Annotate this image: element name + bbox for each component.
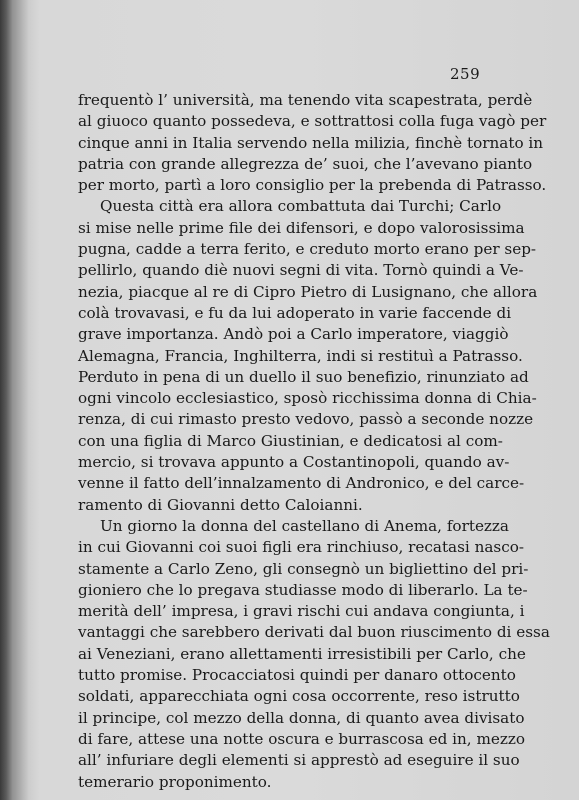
text-line: al giuoco quanto possedeva, e sottrattosi colla fuga vagò per [78,112,547,131]
text-line: pugna, cadde a terra ferito, e creduto morto erano per sep- [78,240,537,259]
gutter-shadow [12,0,40,800]
text-line: pellirlo, quando diè nuovi segni di vita. Tornò quindi a Ve- [78,261,524,280]
paragraph [78,196,538,515]
text-line: all’ infuriare degli elementi si apprestò ad eseguire il suo [78,751,520,770]
text-line: nezia, piacque al re di Cipro Pietro di Lusignano, che allora [78,282,538,301]
page-number: 259 [450,65,481,83]
text-line: di fare, attese una notte oscura e burrascosa ed in, mezzo [78,729,525,748]
text-line: patria con grande allegrezza de’ suoi, che l’avevano pianto [78,154,533,173]
book-gutter [0,0,12,800]
text-line: Alemagna, Francia, Inghilterra, indi si restituì a Patrasso. [78,346,523,365]
text-line: temerario proponimento. [78,772,272,791]
paragraph [78,516,550,793]
text-line: Un giorno la donna del castellano di Anema, fortezza [100,516,509,535]
text-line: ramento di Giovanni detto Caloianni. [78,495,363,514]
text-line: renza, di cui rimasto presto vedovo, passò a seconde nozze [78,410,534,429]
text-line: gioniero che lo pregava studiasse modo di liberarlo. La te- [78,580,528,599]
text-line: venne il fatto dell’innalzamento di Andronico, e del carce- [78,474,525,493]
text-line: ogni vincolo ecclesiastico, sposò ricchissima donna di Chia- [78,389,537,408]
body-text [78,90,550,793]
text-line: il principe, col mezzo della donna, di quanto avea divisato [78,708,525,727]
text-line: tutto promise. Procacciatosi quindi per danaro ottocento [78,666,516,685]
text-line: cinque anni in Italia servendo nella milizia, finchè tornato in [78,133,544,152]
text-line: grave importanza. Andò poi a Carlo imperatore, viaggiò [78,325,509,344]
text-line: ai Veneziani, erano allettamenti irresistibili per Carlo, che [78,644,526,663]
text-line: mercio, si trovava appunto a Costantinopoli, quando av- [78,453,510,472]
text-line: vantaggi che sarebbero derivati dal buon riuscimento di essa [78,623,550,642]
paragraph [78,90,547,196]
text-line: con una figlia di Marco Giustinian, e dedicatosi al com- [78,431,503,450]
text-line: merità dell’ impresa, i gravi rischi cui andava congiunta, i [78,602,525,621]
text-line: Questa città era allora combattuta dai Turchi; Carlo [100,197,502,216]
text-line: si mise nelle prime file dei difensori, e dopo valorosissima [78,218,525,237]
text-line: stamente a Carlo Zeno, gli consegnò un bigliettino del pri- [78,559,529,578]
text-line: per morto, partì a loro consiglio per la prebenda di Patrasso. [78,176,547,195]
text-line: colà trovavasi, e fu da lui adoperato in varie faccende di [78,303,512,322]
text-line: in cui Giovanni coi suoi figli era rinchiuso, recatasi nasco- [78,538,524,557]
text-line: frequentò l’ università, ma tenendo vita scapestrata, perdè [78,91,533,109]
text-line: Perduto in pena di un duello il suo benefizio, rinunziato ad [78,367,529,386]
text-line: soldati, apparecchiata ogni cosa occorrente, reso istrutto [78,687,520,706]
